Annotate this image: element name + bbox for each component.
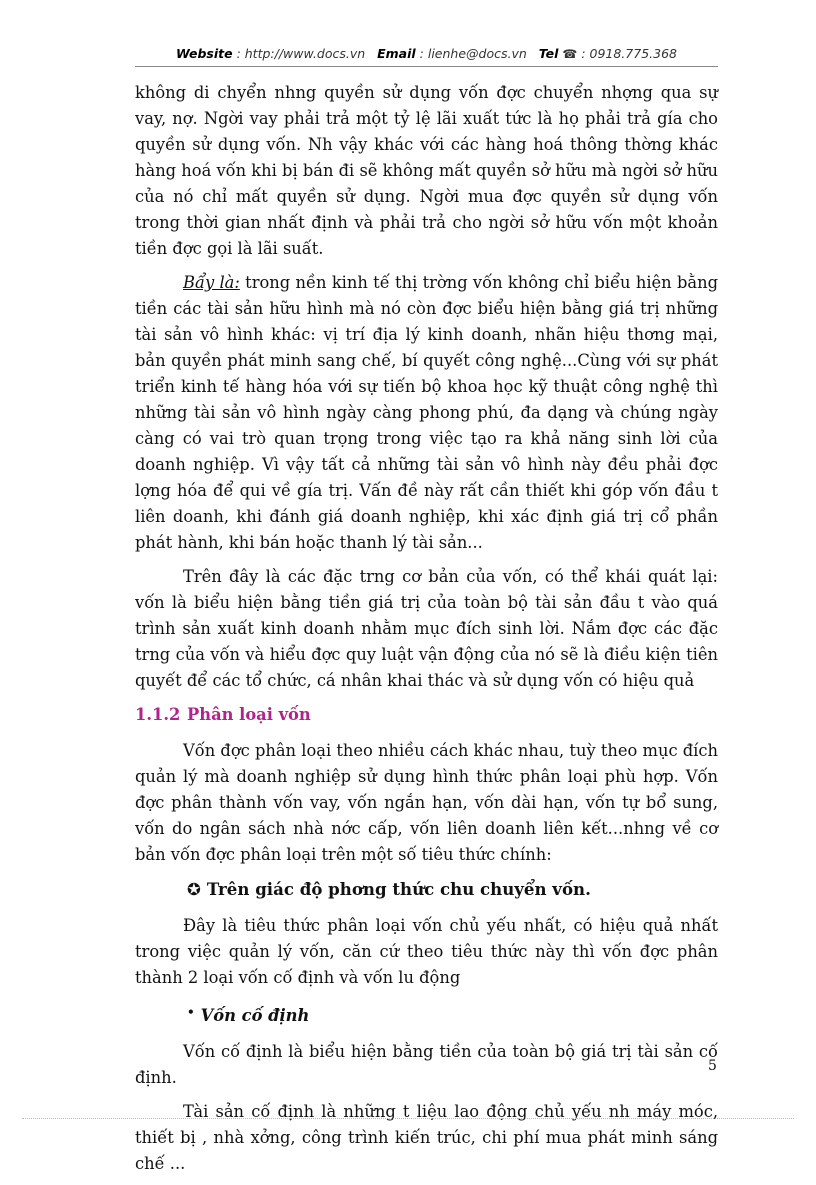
- phone-icon: ☎: [562, 47, 578, 61]
- tel-value: : 0918.775.368: [581, 46, 677, 61]
- section-heading: [135, 702, 718, 728]
- paragraph-2: [135, 270, 718, 556]
- paragraph-7: Tài sản cố định là những t liệu lao động chủ yếu nh máy móc, thiết bị , nhà xởng, công trình kiến trúc, chi phí mua phát minh sáng chế ...: [135, 1102, 718, 1173]
- bullet-dot-icon: •: [187, 1005, 195, 1019]
- paragraph-2-text: trong nền kinh tế thị trờng vốn không chỉ biểu hiện bằng tiền các tài sản hữu hình mà nó còn đợc biểu hiện bằng giá trị những tài sản vô hình khác: vị trí địa lý kinh doanh, nhãn hiệu thơng mại, bản quyền phát minh sang chế, bí quyết công nghệ...Cùng với sự phát triển kinh tế hàng hóa với sự tiến bộ khoa học kỹ thuật công nghệ thì những tài sản vô hình ngày càng phong phú, đa dạng và chúng ngày càng có vai trò quan trọng trong việc tạo ra khả năng sinh lời của doanh nghiệp. Vì vậy tất cả những tài sản vô hình này đều phải đợc lợng hóa để qui về gía trị. Vấn đề này rất cần thiết khi góp vốn đầu t liên doanh, khi đánh giá doanh nghiệp, khi xác định giá trị cổ phần phát hành, khi bán hoặc thanh lý tài sản...: [135, 273, 718, 552]
- subheading-text: Trên giác độ phơng thức chu chuyển vốn.: [206, 879, 591, 899]
- page-number: 5: [708, 1058, 717, 1074]
- subheading: [187, 876, 718, 903]
- paragraph-2-lead: Bẩy là:: [183, 273, 240, 292]
- bullet-title: Vốn cố định: [200, 1006, 310, 1025]
- email-label: Email: [377, 46, 416, 61]
- website-value: : http://www.docs.vn: [236, 46, 366, 61]
- page-header: [135, 46, 718, 61]
- star-circle-icon: ✪: [187, 880, 201, 899]
- header-divider: [135, 66, 718, 67]
- email-value: : lienhe@docs.vn: [419, 46, 527, 61]
- bullet-heading: [187, 999, 718, 1029]
- tel-label: Tel: [538, 46, 559, 61]
- section-title: Phân loại vốn: [187, 705, 311, 724]
- paragraph-5: Đây là tiêu thức phân loại vốn chủ yếu nhất, có hiệu quả nhất trong việc quản lý vốn, căn cứ theo tiêu thức này thì vốn đợc phân thành 2 loại vốn cố định và vốn lu động: [135, 916, 718, 987]
- paragraph-6: Vốn cố định là biểu hiện bằng tiền của toàn bộ giá trị tài sản cố định.: [135, 1042, 718, 1087]
- paragraph-4: Vốn đợc phân loại theo nhiều cách khác nhau, tuỳ theo mục đích quản lý mà doanh nghiệp sử dụng hình thức phân loại phù hợp. Vốn đợc phân thành vốn vay, vốn ngắn hạn, vốn dài hạn, vốn tự bổ sung, vốn do ngân sách nhà nớc cấp, vốn liên doanh liên kết...nhng về cơ bản vốn đợc phân loại trên một số tiêu thức chính:: [135, 741, 718, 864]
- website-label: Website: [176, 46, 233, 61]
- footer-divider: [22, 1118, 794, 1119]
- section-number: 1.1.2: [135, 705, 181, 724]
- body-text: [135, 80, 718, 1185]
- paragraph-3: Trên đây là các đặc trng cơ bản của vốn, có thể khái quát lại: vốn là biểu hiện bằng tiền giá trị của toàn bộ tài sản đầu t vào quá trình sản xuất kinh doanh nhằm mục đích sinh lời. Nắm đợc các đặc trng của vốn và hiểu đợc quy luật vận động của nó sẽ là điều kiện tiên quyết để các tổ chức, cá nhân khai thác và sử dụng vốn có hiệu quả: [135, 567, 718, 690]
- paragraph-1: không di chyển nhng quyền sử dụng vốn đợc chuyển nhợng qua sự vay, nợ. Ngời vay phải trả một tỷ lệ lãi xuất tức là họ phải trả gía cho quyền sử dụng vốn. Nh vậy khác với các hàng hoá thông thờng khác hàng hoá vốn khi bị bán đi sẽ không mất quyền sở hữu mà ngời sở hữu của nó chỉ mất quyền sử dụng. Ngời mua đợc quyền sử dụng vốn trong thời gian nhất định và phải trả cho ngời sở hữu vốn một khoản tiền đợc gọi là lãi suất.: [135, 83, 718, 258]
